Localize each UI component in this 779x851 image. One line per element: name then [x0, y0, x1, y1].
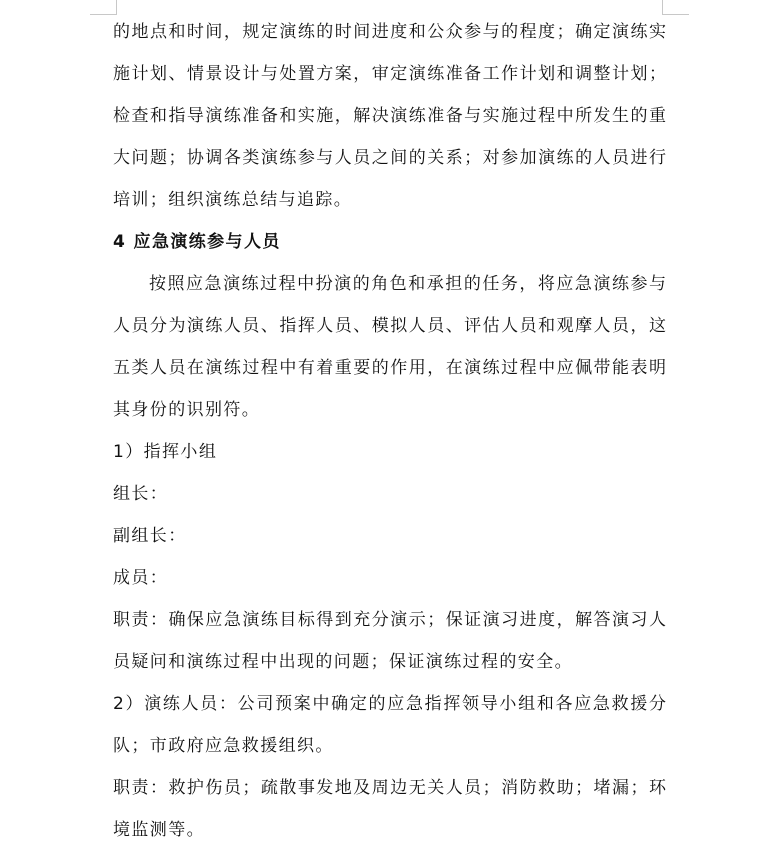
paragraph-line: 其身份的识别符。 [113, 400, 261, 420]
paragraph-line: 大问题；协调各类演练参与人员之间的关系；对参加演练的人员进行 [113, 148, 666, 168]
paragraph-line: 员疑问和演练过程中出现的问题；保证演练过程的安全。 [113, 652, 573, 672]
subsection-heading: 1）指挥小组 [113, 442, 218, 462]
field-label: 副组长： [113, 526, 187, 546]
subsection-heading: 2）演练人员：公司预案中确定的应急指挥领导小组和各应急救援分 [113, 694, 666, 714]
paragraph-line: 五类人员在演练过程中有着重要的作用，在演练过程中应佩带能表明 [113, 358, 666, 378]
document-body [113, 11, 666, 851]
paragraph-line: 按照应急演练过程中扮演的角色和承担的任务，将应急演练参与 [149, 274, 666, 294]
paragraph-line: 培训；组织演练总结与追踪。 [113, 190, 353, 210]
paragraph-line: 的地点和时间，规定演练的时间进度和公众参与的程度；确定演练实 [113, 22, 666, 42]
field-label: 组长： [113, 484, 169, 504]
paragraph-line: 职责：确保应急演练目标得到充分演示；保证演习进度，解答演习人 [113, 610, 666, 630]
paragraph-line: 施计划、情景设计与处置方案，审定演练准备工作计划和调整计划； [113, 64, 666, 84]
paragraph-line: 境监测等。 [113, 820, 205, 840]
field-label: 成员： [113, 568, 169, 588]
paragraph-line: 人员分为演练人员、指挥人员、模拟人员、评估人员和观摩人员，这 [113, 316, 666, 336]
section-heading: 4 应急演练参与人员 [113, 232, 281, 252]
paragraph-line: 队；市政府应急救援组织。 [113, 736, 334, 756]
crop-mark-right [662, 0, 689, 15]
paragraph-line: 职责：救护伤员；疏散事发地及周边无关人员；消防救助；堵漏；环 [113, 778, 666, 798]
paragraph-line: 检查和指导演练准备和实施，解决演练准备与实施过程中所发生的重 [113, 106, 666, 126]
